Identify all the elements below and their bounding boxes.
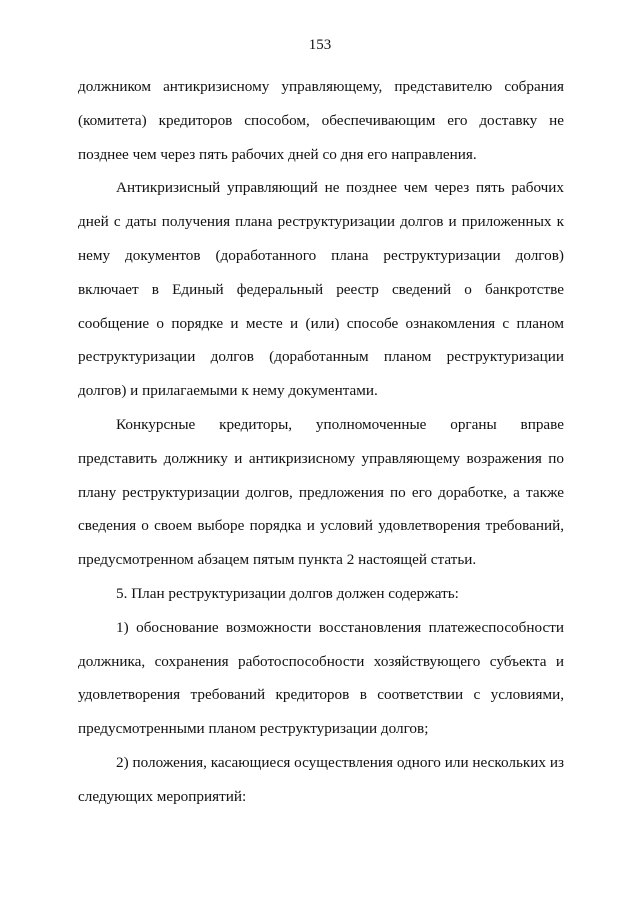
- text-line: плану реструктуризации долгов, предложения по его доработке, а также: [78, 483, 564, 501]
- paragraph: [78, 171, 564, 408]
- text-line: включает в Единый федеральный реестр сведений о банкротстве: [78, 280, 564, 298]
- text-line: представить должнику и антикризисному управляющему возражения по: [78, 449, 564, 467]
- paragraph: [78, 577, 564, 611]
- text-line: (комитета) кредиторов способом, обеспечивающим его доставку не: [78, 111, 564, 129]
- text-line: удовлетворения требований кредиторов в соответствии с условиями,: [78, 686, 564, 704]
- paragraph: [78, 70, 564, 171]
- text-line: реструктуризации долгов (доработанным планом реструктуризации: [78, 348, 564, 366]
- text-line: предусмотренными планом реструктуризации долгов;: [78, 720, 429, 738]
- text-line: следующих мероприятий:: [78, 787, 247, 805]
- paragraph: [78, 611, 564, 746]
- text-line: Конкурсные кредиторы, уполномоченные органы вправе: [116, 415, 564, 433]
- body-text: [78, 70, 564, 814]
- paragraph: [78, 408, 564, 577]
- text-line: сообщение о порядке и месте и (или) способе ознакомления с планом: [78, 314, 564, 332]
- text-line: сведения о своем выборе порядка и условий удовлетворения требований,: [78, 517, 564, 535]
- text-line: долгов) и прилагаемыми к нему документами.: [78, 382, 378, 400]
- text-line: должника, сохранения работоспособности хозяйствующего субъекта и: [78, 652, 564, 670]
- page-number: 153: [308, 37, 332, 53]
- text-line: предусмотренном абзацем пятым пункта 2 настоящей статьи.: [78, 551, 477, 569]
- paragraph: [78, 746, 564, 814]
- text-line: позднее чем через пять рабочих дней со дня его направления.: [78, 145, 477, 163]
- text-line: 2) положения, касающиеся осуществления одного или нескольких из: [116, 753, 564, 771]
- text-line: должником антикризисному управляющему, представителю собрания: [78, 78, 564, 95]
- text-line: дней с даты получения плана реструктуризации долгов и приложенных к: [78, 213, 564, 231]
- text-line: 5. План реструктуризации долгов должен содержать:: [116, 584, 459, 602]
- text-line: Антикризисный управляющий не позднее чем через пять рабочих: [116, 179, 564, 197]
- text-line: нему документов (доработанного плана реструктуризации долгов): [78, 246, 564, 264]
- text-line: 1) обоснование возможности восстановления платежеспособности: [116, 618, 564, 636]
